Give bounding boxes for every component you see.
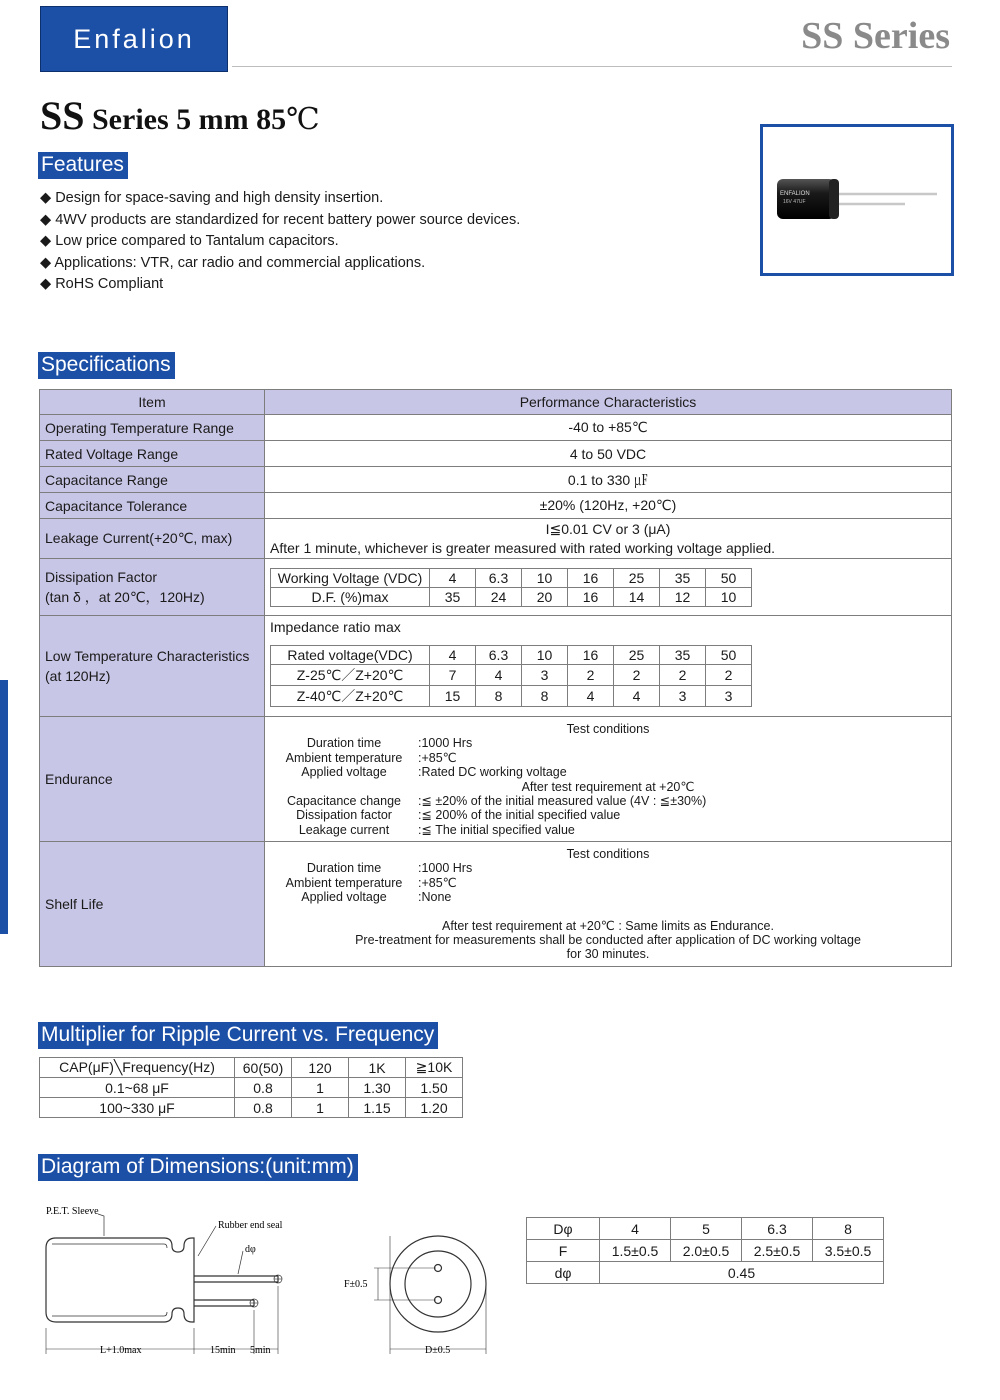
- features-heading: Features: [38, 152, 128, 179]
- table-row: CAP(μF)╲Frequency(Hz) 60(50) 120 1K ≧10K: [40, 1058, 463, 1078]
- dimensions-heading: Diagram of Dimensions:(unit:mm): [38, 1154, 358, 1181]
- feature-item: ◆ 4WV products are standardized for recent battery power source devices.: [40, 211, 521, 228]
- leakage-formula: I≦0.01 CV or 3 (μA): [545, 520, 671, 537]
- bullet-icon: ◆: [40, 211, 52, 228]
- page-title: [40, 92, 320, 139]
- label-rubber-seal: Rubber end seal: [218, 1220, 283, 1231]
- label-15min: 15min: [210, 1345, 236, 1356]
- feature-item: ◆ Low price compared to Tantalum capacitors.: [40, 233, 339, 249]
- logo-text: Enfalion: [73, 23, 195, 54]
- table-row: Rated Voltage Range 4 to 50 VDC: [40, 441, 952, 467]
- side-accent-strip: [0, 680, 8, 934]
- table-row: Low Temperature Characteristics (at 120Hz) Impedance ratio max Rated voltage(VDC) 4 6.3 10 16 25 35 50 Z-25℃／Z+20℃ 7 4 3 2 2 2 2 Z-40℃／Z+20℃ 15 8 8 4 4 3 3: [40, 616, 952, 717]
- table-row: Operating Temperature Range -40 to +85℃: [40, 415, 952, 441]
- title-series: Series 5 mm 85: [84, 103, 287, 136]
- label-d: D±0.5: [425, 1345, 451, 1356]
- features-list: [40, 188, 520, 296]
- dimension-drawing: [38, 1196, 508, 1366]
- table-row: 0.1~68 μF 0.8 1 1.30 1.50: [40, 1078, 463, 1098]
- capacitor-illustration: [763, 127, 951, 273]
- bullet-icon: ◆: [40, 254, 52, 271]
- feature-item: ◆ RoHS Compliant: [40, 276, 164, 292]
- label-dphi: dφ: [245, 1244, 256, 1255]
- table-row: F 1.5±0.5 2.0±0.5 2.5±0.5 3.5±0.5: [527, 1240, 884, 1262]
- label-f: F±0.5: [344, 1279, 368, 1290]
- table-row: [40, 390, 952, 415]
- table-row: Leakage Current(+20℃, max) I≦0.01 CV or 3 (μA) After 1 minute, whichever is greater measured with rated working voltage applied.: [40, 519, 952, 559]
- shelf-life-conditions: Test conditions Duration time :1000 Hrs Ambient temperature :+85℃ Applied voltage :None After test requirement at +20℃ : Same limits as Endurance. Pre-treatment for measurements shall be conducted after application of DC working voltage for 30 minutes.: [265, 842, 952, 967]
- ripple-table: [39, 1057, 463, 1118]
- capacitor-brand: ENFALION: [780, 191, 810, 197]
- title-ss: SS: [40, 93, 85, 138]
- table-row: Dissipation Factor (tan δ ，at 20℃，120Hz) Working Voltage (VDC) 4 6.3 10 16 25 35 50 D.F. (%)max 35 24 20 16 14 12 10: [40, 559, 952, 616]
- table-row: dφ 0.45: [527, 1262, 884, 1284]
- specifications-heading: Specifications: [38, 352, 175, 379]
- table-row: 100~330 μF 0.8 1 1.15 1.20: [40, 1098, 463, 1118]
- capacitor-marking: 16V 47UF: [783, 199, 806, 205]
- label-5min: 5min: [250, 1345, 271, 1356]
- table-row: Capacitance Range 0.1 to 330 ㎌: [40, 467, 952, 493]
- header-divider: [232, 66, 952, 67]
- label-length: L+1.0max: [100, 1345, 142, 1356]
- leakage-note: After 1 minute, whichever is greater measured with rated working voltage applied.: [270, 539, 776, 556]
- df-table: Working Voltage (VDC) 4 6.3 10 16 25 35 50 D.F. (%)max 35 24 20 16 14 12 10: [270, 568, 752, 607]
- dimensions-table: [526, 1217, 884, 1284]
- ripple-heading: Multiplier for Ripple Current vs. Frequency: [38, 1022, 438, 1049]
- series-header: SS Series: [801, 15, 950, 57]
- col-header-performance: Performance Characteristics: [265, 390, 952, 415]
- endurance-conditions: Test conditions Duration time :1000 Hrs Ambient temperature :+85℃ Applied voltage :Rated DC working voltage After test requirement at +20℃ Capacitance change :≦ ±20% of the initial measured value (4V : ≦±30%) Dissipation factor :≦ 200% of the initial specified value Leakage current :≦ The initial specified value: [265, 717, 952, 842]
- table-row: Capacitance Tolerance ±20% (120Hz, +20℃): [40, 493, 952, 519]
- table-row: Endurance Test conditions Duration time :1000 Hrs Ambient temperature :+85℃ Applied voltage :Rated DC working voltage After test requirement at +20℃ Capacitance change :≦ ±20% of the initial measured value (4V : ≦±30%) Dissipation factor :≦ 200% of the initial specified value Leakage current :≦ The initial specified value: [40, 717, 952, 842]
- feature-item: ◆ Applications: VTR, car radio and commercial applications.: [40, 254, 426, 271]
- col-header-item: Item: [40, 390, 265, 415]
- label-sleeve: P.E.T. Sleeve: [46, 1206, 99, 1217]
- table-row: Dφ 4 5 6.3 8: [527, 1218, 884, 1240]
- brand-logo: [40, 6, 228, 72]
- specifications-table: [39, 389, 952, 967]
- title-degree: ℃: [286, 103, 320, 136]
- table-row: Shelf Life Test conditions Duration time :1000 Hrs Ambient temperature :+85℃ Applied voltage :None After test requirement at +20℃ : Same limits as Endurance. Pre-treatment for measurements shall be conducted after application of DC working voltage for 30 minutes.: [40, 842, 952, 967]
- bullet-icon: ◆: [40, 190, 52, 206]
- product-photo: [760, 124, 954, 276]
- bullet-icon: ◆: [40, 233, 52, 249]
- impedance-caption: Impedance ratio max: [270, 619, 401, 635]
- feature-item: ◆ Design for space-saving and high density insertion.: [40, 190, 384, 206]
- bullet-icon: ◆: [40, 276, 52, 292]
- impedance-table: Rated voltage(VDC) 4 6.3 10 16 25 35 50 Z-25℃／Z+20℃ 7 4 3 2 2 2 2 Z-40℃／Z+20℃ 15 8 8 4 4 3 3: [270, 645, 752, 707]
